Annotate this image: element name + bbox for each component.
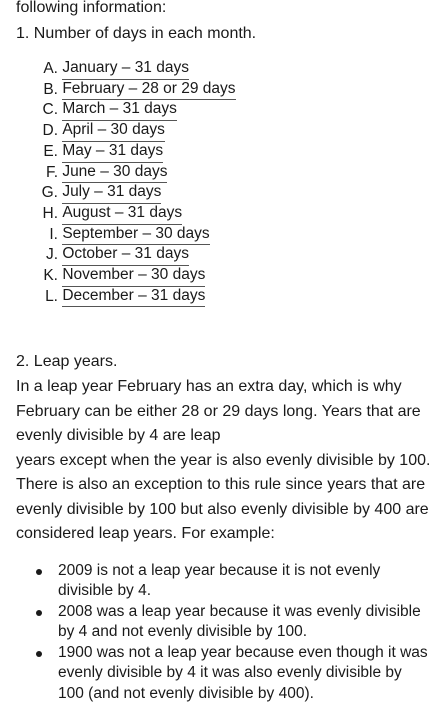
example-text: 1900 was not a leap year because even though it was evenly divisible by 4 it was also evenly divisible by 100 (and not evenly divisible by 400). <box>58 643 428 702</box>
month-entry: July – 31 days <box>62 183 161 204</box>
list-item <box>16 602 428 643</box>
bullet-dot-icon <box>36 610 42 616</box>
list-item <box>33 183 436 204</box>
list-item <box>16 643 428 704</box>
document-page <box>16 0 436 704</box>
section-1-heading: 1. Number of days in each month. <box>16 25 257 42</box>
month-entry: August – 31 days <box>62 204 182 225</box>
example-text: 2009 is not a leap year because it is not evenly divisible by 4. <box>58 561 381 600</box>
month-entry: December – 31 days <box>62 287 205 308</box>
bullet-dot-icon <box>36 651 42 657</box>
months-list <box>16 59 436 307</box>
list-letter: D. <box>42 122 58 140</box>
leap-year-paragraph-1: In a leap year February has an extra day, which is why February can be either 28 or 29 days long. Years that are evenly divisible by 4 are leap <box>16 378 421 445</box>
month-entry: March – 31 days <box>62 100 177 121</box>
list-letter: C. <box>42 101 58 119</box>
list-letter: E. <box>43 142 58 160</box>
list-item <box>33 80 436 101</box>
intro-text: following information: <box>16 0 167 16</box>
list-item <box>33 266 436 287</box>
list-item <box>33 204 436 225</box>
month-entry: January – 31 days <box>62 59 189 80</box>
list-letter: F. <box>45 163 58 181</box>
example-text: 2008 was a leap year because it was evenly divisible by 4 and not evenly divisible by 100. <box>58 602 421 641</box>
list-item <box>33 121 436 142</box>
month-entry: June – 30 days <box>62 163 167 184</box>
list-letter: B. <box>43 80 58 98</box>
list-letter: L. <box>45 287 58 305</box>
list-item <box>33 225 436 246</box>
list-item <box>33 245 436 266</box>
list-item <box>33 100 436 121</box>
month-entry: May – 31 days <box>62 142 163 163</box>
list-item <box>16 561 428 602</box>
bullet-dot-icon <box>36 569 42 575</box>
list-item <box>33 59 436 80</box>
examples-list <box>16 561 436 704</box>
list-letter: A. <box>43 60 58 77</box>
leap-year-paragraph-2: years except when the year is also evenly divisible by 100. There is also an exception to this rule since years that are evenly divisible by 100 but also evenly divisible by 400 are considered leap years. For example: <box>16 451 431 543</box>
month-entry: September – 30 days <box>62 225 209 246</box>
list-letter: G. <box>41 184 58 202</box>
section-spacer <box>16 307 436 349</box>
section-2-heading: 2. Leap years. <box>16 353 118 371</box>
month-entry: April – 30 days <box>62 121 165 142</box>
list-item <box>33 287 436 308</box>
list-letter: I. <box>49 225 58 243</box>
list-letter: K. <box>43 267 58 285</box>
month-entry: October – 31 days <box>62 245 189 266</box>
list-item <box>33 142 436 163</box>
month-entry: February – 28 or 29 days <box>62 80 235 101</box>
list-letter: H. <box>42 204 58 222</box>
month-entry: November – 30 days <box>62 266 205 287</box>
list-letter: J. <box>45 246 58 264</box>
list-item <box>33 163 436 184</box>
